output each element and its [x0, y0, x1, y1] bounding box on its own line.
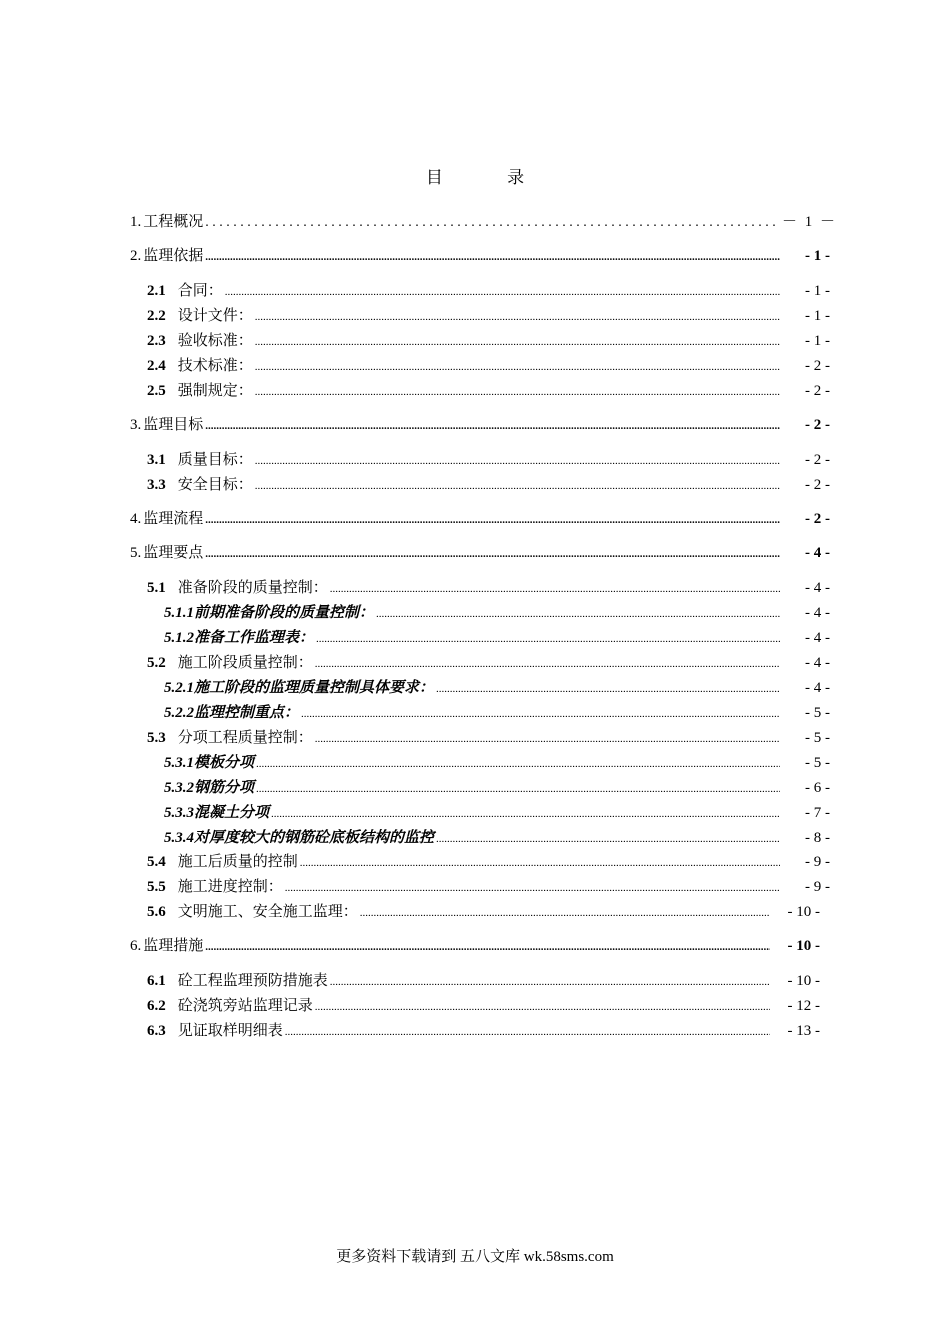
toc-entry-number: 5.2.1 — [164, 680, 194, 696]
toc-leader-dots — [205, 543, 780, 565]
toc-leader-dots — [285, 1021, 770, 1043]
toc-entry-number: 5.1.1 — [164, 605, 194, 621]
toc-entry-number: 3.3 — [147, 477, 166, 493]
toc-entry-page: - 2 - — [805, 452, 830, 468]
toc-entry-page: - 6 - — [805, 780, 830, 796]
toc-entry-title: 监理要点 — [143, 545, 204, 561]
toc-entry-page: - 4 - — [805, 605, 830, 621]
toc-entry[interactable] — [147, 1020, 820, 1042]
toc-entry-number: 5.3.1 — [164, 755, 194, 771]
toc-entry-page: - 10 - — [787, 904, 820, 920]
toc-entry-number: 5.3.4 — [164, 830, 194, 846]
toc-leader-dots — [360, 902, 770, 924]
toc-leader-dots — [436, 678, 780, 700]
toc-leader-dots — [316, 628, 780, 650]
toc-entry-title: 施工阶段质量控制： — [177, 655, 313, 671]
toc-entry-title: 设计文件： — [177, 308, 253, 324]
toc-entry-page: - 4 - — [805, 655, 830, 671]
toc-leader-dots — [256, 778, 780, 800]
toc-entry-title: 施工阶段的监理质量控制具体要求： — [194, 680, 435, 696]
toc-leader-dots — [255, 381, 780, 403]
toc-entry-title: 监理措施 — [143, 938, 204, 954]
toc-entry-page: - 4 - — [805, 680, 830, 696]
toc-leader-dots — [255, 306, 780, 328]
toc-entry-number: 5.3.2 — [164, 780, 194, 796]
toc-entry-page: - 2 - — [805, 511, 830, 527]
toc-entry-number: 5.2.2 — [164, 705, 194, 721]
toc-entry[interactable] — [147, 355, 830, 377]
toc-entry-title: 钢筋分项 — [194, 780, 255, 796]
toc-entry-page: - 10 - — [787, 973, 820, 989]
toc-entry-page: - 7 - — [805, 805, 830, 821]
toc-leader-dots — [285, 877, 780, 899]
toc-entry[interactable] — [147, 851, 830, 873]
toc-entry-number: 4. — [130, 511, 142, 527]
toc-leader-dots — [205, 509, 780, 531]
toc-entry-page: - 2 - — [805, 383, 830, 399]
toc-leader-dots — [205, 246, 780, 268]
toc-leader-dots — [436, 828, 780, 850]
toc-entry-page: - 4 - — [805, 580, 830, 596]
toc-entry-page: - 10 - — [787, 938, 820, 954]
toc-leader-dots — [255, 356, 780, 378]
toc-entry[interactable] — [164, 602, 830, 624]
toc-leader-dots — [205, 212, 780, 234]
toc-entry-page: - 2 - — [805, 358, 830, 374]
toc-entry[interactable] — [164, 752, 830, 774]
toc-entry-number: 2.5 — [147, 383, 166, 399]
toc-entry-title: 对厚度较大的钢筋砼底板结构的监控 — [194, 830, 435, 846]
toc-entry[interactable] — [147, 474, 830, 496]
toc-entry-title: 施工后质量的控制 — [177, 854, 298, 870]
toc-entry[interactable] — [130, 414, 830, 436]
toc-entry[interactable] — [164, 702, 830, 724]
page-title: 目 录 — [425, 168, 555, 187]
toc-entry-page: - 1 - — [805, 248, 830, 264]
toc-leader-dots — [205, 936, 770, 958]
toc-entry-number: 1. — [130, 214, 142, 230]
toc-entry[interactable] — [147, 970, 820, 992]
toc-entry-title: 质量目标： — [177, 452, 253, 468]
toc-entry-number: 5.3 — [147, 730, 166, 746]
toc-entry-page: - 5 - — [805, 755, 830, 771]
toc-entry[interactable] — [147, 330, 830, 352]
toc-entry-title: 合同： — [177, 283, 223, 299]
toc-leader-dots — [255, 450, 780, 472]
toc-entry-title: 砼浇筑旁站监理记录 — [177, 998, 313, 1014]
toc-entry-number: 3.1 — [147, 452, 166, 468]
toc-entry-title: 监理流程 — [143, 511, 204, 527]
toc-entry-page: - 1 - — [805, 333, 830, 349]
toc-entry-title: 文明施工、安全施工监理： — [177, 904, 358, 920]
toc-entry-number: 6.2 — [147, 998, 166, 1014]
toc-entry-number: 2.4 — [147, 358, 166, 374]
toc-entry[interactable] — [164, 827, 830, 849]
toc-entry-number: 5.6 — [147, 904, 166, 920]
toc-entry-number: 6.1 — [147, 973, 166, 989]
toc-leader-dots — [255, 331, 780, 353]
toc-entry-number: 2.1 — [147, 283, 166, 299]
toc-leader-dots — [301, 703, 780, 725]
toc-entry[interactable] — [130, 508, 830, 530]
toc-entry-title: 准备工作监理表： — [194, 630, 315, 646]
toc-entry-number: 5.5 — [147, 879, 166, 895]
toc-entry-number: 2.3 — [147, 333, 166, 349]
toc-entry-page: - 1 - — [805, 308, 830, 324]
toc-entry-page: - 2 - — [805, 417, 830, 433]
toc-entry-page: - 13 - — [787, 1023, 820, 1039]
toc-entry[interactable] — [147, 380, 830, 402]
toc-entry[interactable] — [147, 305, 830, 327]
toc-entry-number: 5.3.3 — [164, 805, 194, 821]
toc-entry-page: - 5 - — [805, 730, 830, 746]
toc-entry-number: 5. — [130, 545, 142, 561]
toc-leader-dots — [376, 603, 780, 625]
toc-entry-number: 2. — [130, 248, 142, 264]
toc-leader-dots — [225, 281, 780, 303]
toc-entry[interactable] — [130, 245, 830, 267]
toc-entry-page: － 1 － — [782, 214, 838, 230]
toc-entry-page: - 5 - — [805, 705, 830, 721]
toc-entry[interactable] — [147, 577, 830, 599]
toc-entry-number: 3. — [130, 417, 142, 433]
toc-entry-number: 6. — [130, 938, 142, 954]
toc-entry-title: 验收标准： — [177, 333, 253, 349]
toc-entry[interactable] — [130, 542, 830, 564]
toc-entry[interactable] — [147, 876, 830, 898]
toc-leader-dots — [315, 653, 780, 675]
toc-entry-number: 5.2 — [147, 655, 166, 671]
toc-entry-title: 工程概况 — [143, 214, 204, 230]
footer-text: 更多资料下载请到 五八文库 wk.58sms.com — [336, 1249, 614, 1265]
toc-leader-dots — [315, 996, 770, 1018]
toc-entry[interactable] — [147, 652, 830, 674]
toc-entry[interactable] — [164, 677, 830, 699]
toc-entry-title: 前期准备阶段的质量控制： — [194, 605, 375, 621]
toc-entry-number: 5.1 — [147, 580, 166, 596]
toc-entry[interactable] — [147, 727, 830, 749]
toc-leader-dots — [205, 415, 780, 437]
toc-leader-dots — [271, 803, 780, 825]
toc-entry[interactable] — [147, 449, 830, 471]
toc-entry-number: 5.1.2 — [164, 630, 194, 646]
toc-entry[interactable] — [130, 935, 820, 957]
toc-entry-page: - 1 - — [805, 283, 830, 299]
toc-entry-title: 模板分项 — [194, 755, 255, 771]
toc-entry-title: 混凝土分项 — [194, 805, 270, 821]
toc-entry-title: 准备阶段的质量控制： — [177, 580, 328, 596]
toc-leader-dots — [330, 971, 770, 993]
toc-entry-page: - 2 - — [805, 477, 830, 493]
toc-entry[interactable] — [164, 627, 830, 649]
toc-entry-title: 监理目标 — [143, 417, 204, 433]
toc-entry-number: 5.4 — [147, 854, 166, 870]
toc-leader-dots — [315, 728, 780, 750]
toc-entry[interactable] — [164, 802, 830, 824]
toc-entry-page: - 4 - — [805, 545, 830, 561]
toc-leader-dots — [300, 852, 780, 874]
toc-entry-page: - 9 - — [805, 879, 830, 895]
toc-entry-title: 监理控制重点： — [194, 705, 300, 721]
toc-entry-title: 施工进度控制： — [177, 879, 283, 895]
toc-entry-number: 6.3 — [147, 1023, 166, 1039]
toc-entry-page: - 9 - — [805, 854, 830, 870]
toc-entry-title: 安全目标： — [177, 477, 253, 493]
toc-entry-page: - 4 - — [805, 630, 830, 646]
toc-entry[interactable] — [164, 777, 830, 799]
toc-entry-title: 强制规定： — [177, 383, 253, 399]
toc-entry-title: 砼工程监理预防措施表 — [177, 973, 328, 989]
toc-entry[interactable] — [130, 211, 838, 233]
toc-entry[interactable] — [147, 280, 830, 302]
toc-entry-number: 2.2 — [147, 308, 166, 324]
toc-entry[interactable] — [147, 995, 820, 1017]
toc-entry-title: 见证取样明细表 — [177, 1023, 283, 1039]
toc-leader-dots — [256, 753, 780, 775]
toc-entry-page: - 12 - — [787, 998, 820, 1014]
toc-entry-page: - 8 - — [805, 830, 830, 846]
toc-entry[interactable] — [147, 901, 820, 923]
toc-entry-title: 技术标准： — [177, 358, 253, 374]
toc-leader-dots — [330, 578, 780, 600]
toc-entry-title: 分项工程质量控制： — [177, 730, 313, 746]
toc-entry-title: 监理依据 — [143, 248, 204, 264]
toc-leader-dots — [255, 475, 780, 497]
